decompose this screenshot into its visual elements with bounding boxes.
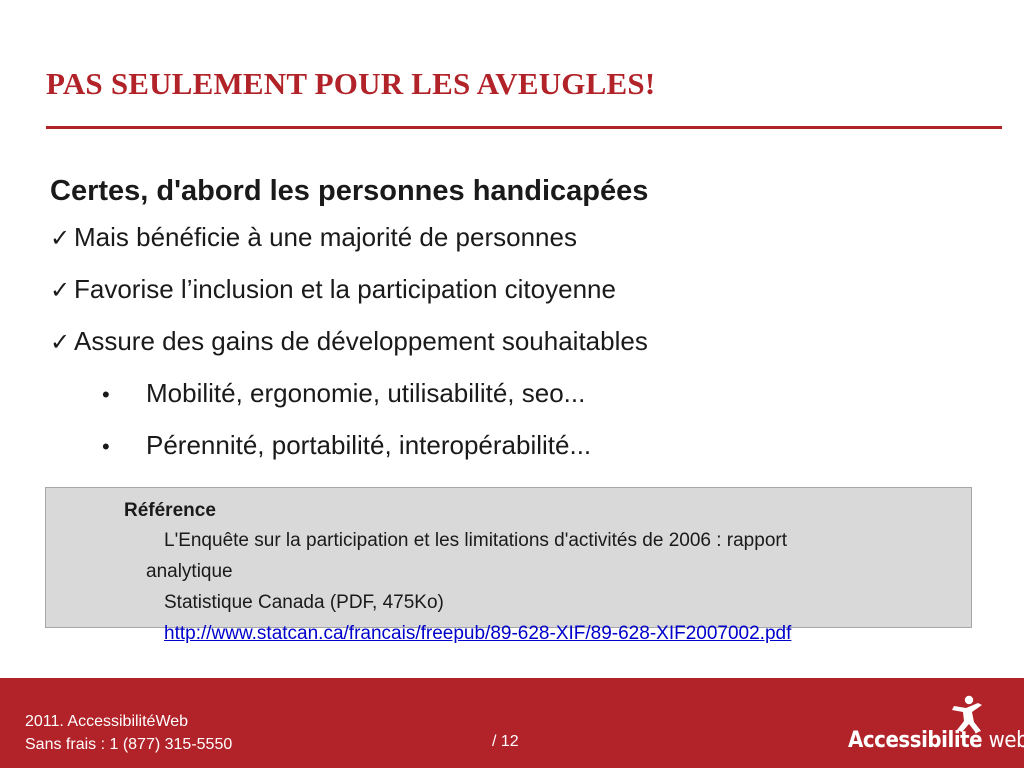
reference-title-line2: analytique xyxy=(146,561,233,582)
slide-title: PAS SEULEMENT POUR LES AVEUGLES! xyxy=(46,66,656,101)
content-heading: Certes, d'abord les personnes handicapées xyxy=(50,175,649,207)
checkmark-icon: ✓ xyxy=(50,328,71,356)
title-divider xyxy=(46,126,1002,129)
reference-title-line1: L'Enquête sur la participation et les limitations d'activités de 2006 : rapport xyxy=(164,530,787,551)
bullet-icon: • xyxy=(102,382,110,407)
page-number: / 12 xyxy=(492,733,519,750)
footer-bar xyxy=(0,678,1028,768)
check-item-text: Favorise l’inclusion et la participation citoyenne xyxy=(74,274,616,304)
reference-text xyxy=(124,497,974,649)
reference-label: Référence xyxy=(124,500,216,521)
footer-info xyxy=(25,710,232,756)
check-item-text: Assure des gains de développement souhaitables xyxy=(74,326,648,356)
logo-wordmark xyxy=(848,728,1028,753)
footer-phone: Sans frais : 1 (877) 315-5550 xyxy=(25,736,233,753)
check-item xyxy=(50,212,1000,264)
check-item-text: Mais bénéficie à une majorité de personnes xyxy=(74,222,577,252)
footer-copyright: 2011. AccessibilitéWeb xyxy=(25,713,189,730)
logo-web-text: web xyxy=(988,728,1028,753)
checkmark-icon: ✓ xyxy=(50,276,71,304)
check-item xyxy=(50,264,1000,316)
checkmark-icon: ✓ xyxy=(50,224,71,252)
bullet-item xyxy=(50,368,1000,420)
accessibilite-web-logo xyxy=(848,694,1028,762)
reference-title xyxy=(124,525,974,587)
bullet-item xyxy=(50,420,1000,472)
logo-main-text: Accessibilité xyxy=(848,728,983,753)
slide-content xyxy=(50,170,1000,472)
bullet-item-text: Mobilité, ergonomie, utilisabilité, seo... xyxy=(146,378,586,408)
bullet-item-text: Pérennité, portabilité, interopérabilité... xyxy=(146,430,592,460)
reference-publisher: Statistique Canada (PDF, 475Ko) xyxy=(164,592,444,613)
reference-link[interactable]: http://www.statcan.ca/francais/freepub/89-628-XIF/89-628-XIF2007002.pdf xyxy=(164,623,792,644)
bullet-icon: • xyxy=(102,434,110,459)
check-item xyxy=(50,316,1000,368)
